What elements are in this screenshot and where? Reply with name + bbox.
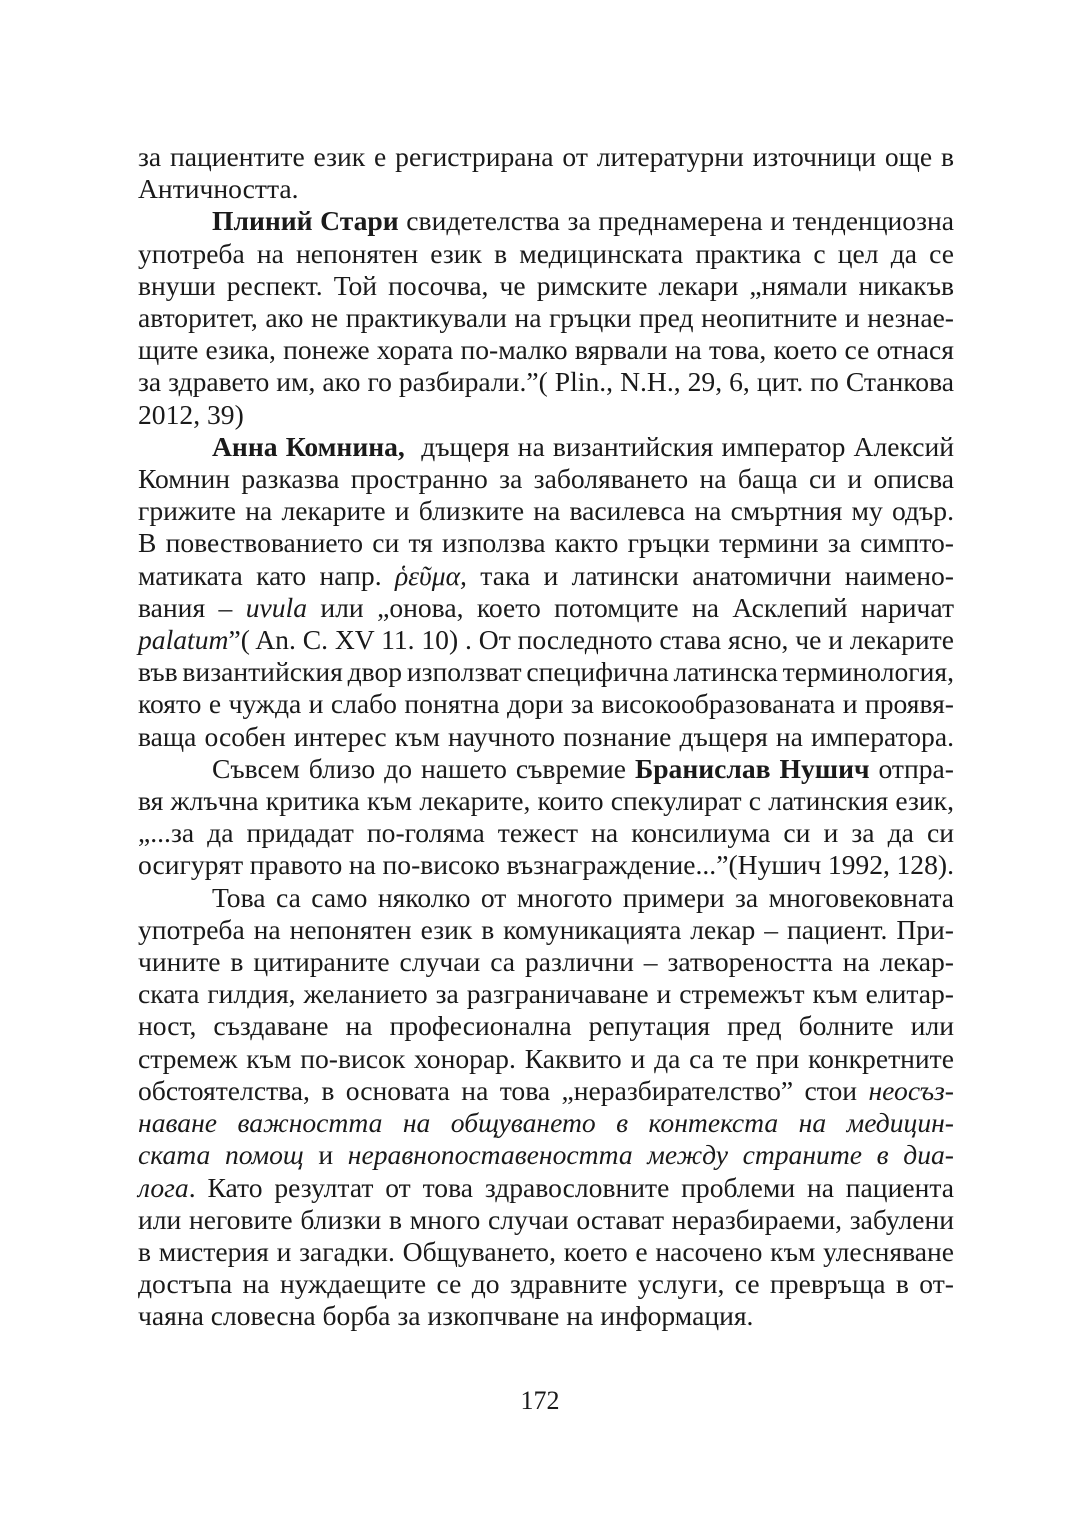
text-line: чините в цитираните случаи са различни – затвореността на лекар- [138, 946, 954, 978]
text-line: щите езика, понеже хората по-малко вярвали на това, което се отнася [138, 334, 954, 366]
text-line: ност, създаване на професионална репутация пред болните или [138, 1010, 954, 1042]
text-line: „...за да придадат по-голяма тежест на консилиума си и за да си [138, 817, 954, 849]
text-line: осигурят правото на по-високо възнаграждение...”(Нушич 1992, 128). [138, 849, 954, 881]
text-line [138, 1139, 954, 1171]
text-line: Комнин разказва пространно за заболяването на баща си и описва [138, 463, 954, 495]
text-line [138, 560, 954, 592]
text-line [138, 592, 954, 624]
text-fragment: вания – [138, 591, 246, 623]
text-line: ваща особен интерес към научното познание дъщеря на императора. [138, 720, 954, 752]
text-fragment: и [303, 1139, 348, 1171]
author-name-pliny: Плиний Стари [212, 205, 399, 237]
text-line: грижите на лекарите и близките на василевса на смъртния му одър. [138, 495, 954, 527]
emphasis: лога [138, 1171, 189, 1203]
text-line: достъпа на нуждаещите се до здравните услуги, се превръща в от- [138, 1268, 954, 1300]
text-line: във византийския двор използват специфична латинска терминология, [138, 656, 954, 688]
text-line: която е чужда и слабо понятна дори за високообразованата и проявя- [138, 688, 954, 720]
text-fragment: отпра- [869, 752, 954, 784]
text-line: вя жлъчна критика към лекарите, които спекулират с латинския език, [138, 785, 954, 817]
text-fragment: свидетелства за преднамерена и тенденциозна [398, 205, 954, 237]
emphasis: ската помощ [138, 1139, 304, 1171]
text-line: Това са само няколко от многото примери за многовековната [212, 881, 954, 913]
text-line: употреба на непонятен език в медицинската практика с цел да се [138, 237, 954, 269]
text-line [138, 1107, 954, 1139]
emphasis: наване важността на общуването в контекста на медицин- [138, 1107, 954, 1139]
text-line: за пациентите език е регистрирана от литературни източници още в [138, 141, 954, 172]
text-line: Античността. [138, 173, 299, 205]
latin-term-uvula: uvula [245, 591, 308, 623]
text-line: В повествованието си тя използва както гръцки термини за симпто- [138, 527, 954, 559]
author-name-anna: Анна Комнина, [212, 430, 405, 462]
text-line: 2012, 39) [138, 398, 244, 430]
text-fragment: така и латински анатомични наимено- [466, 559, 954, 591]
text-fragment: или „онова, което потомците на Асклепий наричат [307, 591, 955, 623]
text-fragment: матиката като напр. [138, 559, 395, 591]
text-fragment: ”( An. C. XV 11. 10) . От последното става ясно, че и лекарите [228, 624, 954, 656]
text-line [138, 624, 954, 656]
text-line: внуши респект. Той посочва, че римските лекари „нямали никакъв [138, 269, 954, 301]
text-line: употреба на непонятен език в комуникацията лекар – пациент. При- [138, 913, 954, 945]
greek-term: ῥεῦμα, [394, 559, 467, 591]
text-line: ската гилдия, желанието за разграничаване и стремежът към елитар- [138, 978, 954, 1010]
page-body [138, 141, 954, 1333]
text-line [138, 431, 954, 463]
latin-term-palatum: palatum [138, 624, 229, 656]
emphasis: неосъз- [868, 1074, 954, 1106]
text-line [138, 1172, 954, 1204]
paragraph-anna-komnene [138, 431, 954, 753]
text-line: чаяна словесна борба за изкопчване на информация. [138, 1300, 754, 1332]
author-name-nushich: Бранислав Нушич [634, 752, 870, 784]
text-fragment: . Като резултат от това здравословните проблеми на пациента [188, 1171, 954, 1203]
text-fragment: Съвсем близо до нашето съвремие [212, 752, 635, 784]
text-line [138, 205, 954, 237]
text-fragment: обстоятелства, в основата на това „неразбирателство” стои [138, 1074, 869, 1106]
paragraph-conclusion [138, 882, 954, 1333]
paragraph-pliny [138, 205, 954, 430]
paragraph-nushich [138, 753, 954, 882]
page-number: 172 [520, 1386, 560, 1415]
text-line [138, 1075, 954, 1107]
emphasis: неравнопоставеността между страните в диа- [347, 1139, 954, 1171]
paragraph-intro [138, 141, 954, 205]
text-line: за здравето им, ако го разбирали.”( Plin., N.H., 29, 6, цит. по Станкова [138, 366, 954, 398]
text-line [138, 753, 954, 785]
text-fragment: дъщеря на византийския император Алексий [404, 430, 954, 462]
text-line: или неговите близки в много случаи остават неразбираеми, забулени [138, 1203, 954, 1235]
text-line: авторитет, ако не практикували на гръцки пред неопитните и незнае- [138, 302, 954, 334]
text-line: стремеж към по-висок хонорар. Каквито и да са те при конкретните [138, 1042, 954, 1074]
text-line: в мистерия и загадки. Общуването, което е насочено към улесняване [138, 1235, 954, 1267]
